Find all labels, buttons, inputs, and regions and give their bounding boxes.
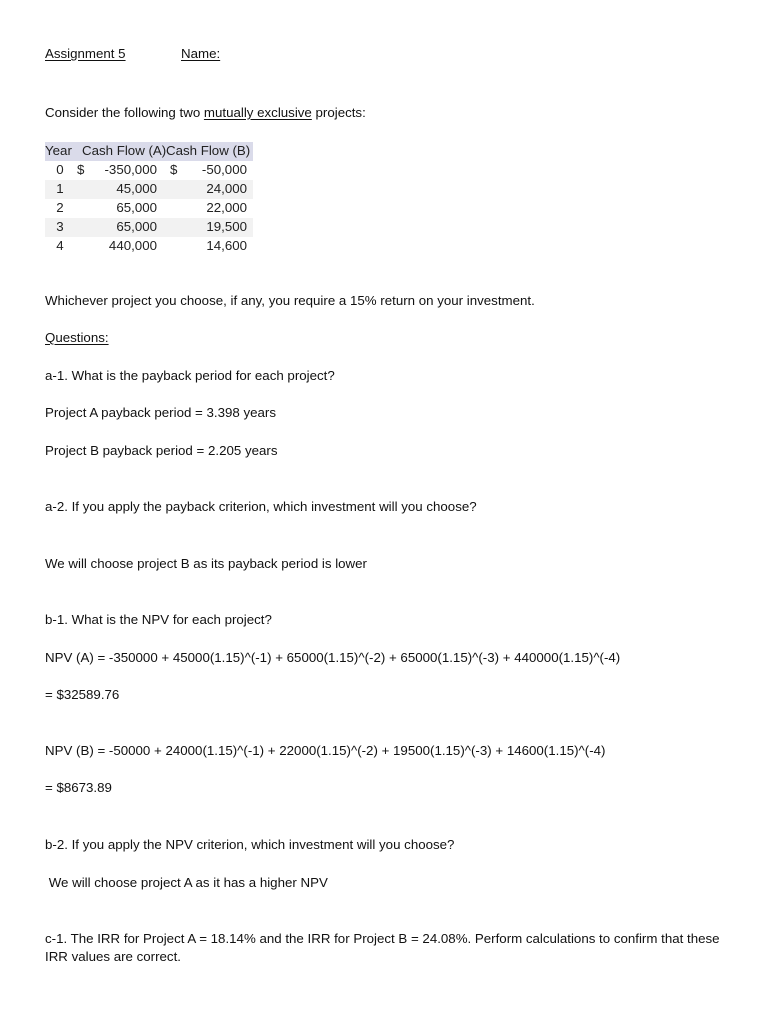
year-cell: 2 (56, 200, 64, 215)
question-a2: a-2. If you apply the payback criterion, which investment will you choose? (45, 499, 477, 514)
cash-flow-a-cell: 440,000 (108, 238, 157, 253)
answer-a1-project-b: Project B payback period = 2.205 years (45, 443, 278, 458)
assignment-title: Assignment 5 (45, 46, 126, 61)
question-b2: b-2. If you apply the NPV criterion, which investment will you choose? (45, 837, 455, 852)
header-cash-flow-a: Cash Flow (A) (82, 143, 167, 158)
table-row (45, 161, 253, 180)
cash-flow-a-cell: 65,000 (116, 219, 157, 234)
npv-a-formula: NPV (A) = -350000 + 45000(1.15)^(-1) + 65000(1.15)^(-2) + 65000(1.15)^(-3) + 440000(1.15)^(-4) (45, 650, 621, 665)
questions-heading: Questions: (45, 330, 109, 345)
intro-prefix: Consider the following two (45, 105, 204, 120)
table-row (45, 218, 253, 237)
cash-flow-table (45, 142, 253, 256)
npv-b-formula: NPV (B) = -50000 + 24000(1.15)^(-1) + 22000(1.15)^(-2) + 19500(1.15)^(-3) + 14600(1.15)^(-4) (45, 743, 606, 758)
requirement-text: Whichever project you choose, if any, you require a 15% return on your investment. (45, 293, 535, 308)
cash-flow-b-cell: 19,500 (206, 219, 247, 234)
year-cell: 4 (56, 238, 64, 253)
answer-a2: We will choose project B as its payback period is lower (45, 556, 367, 571)
cash-flow-b-cell: 24,000 (206, 181, 247, 196)
cash-flow-b-cell: -50,000 (201, 162, 247, 177)
cash-flow-a-cell: -350,000 (104, 162, 157, 177)
year-cell: 3 (56, 219, 64, 234)
question-c1: c-1. The IRR for Project A = 18.14% and the IRR for Project B = 24.08%. Perform calculations to confirm that these IRR values are correct. (45, 931, 720, 964)
intro-underlined: mutually exclusive (203, 105, 312, 120)
question-a1: a-1. What is the payback period for each project? (45, 368, 335, 383)
table-row (45, 180, 253, 199)
cash-flow-a-cell: 45,000 (116, 181, 157, 196)
header-year: Year (45, 143, 72, 158)
year-cell: 1 (56, 181, 64, 196)
name-label: Name: (181, 46, 221, 61)
npv-b-result: = $8673.89 (45, 780, 112, 795)
cash-flow-a-cell: 65,000 (116, 200, 157, 215)
header-cash-flow-b: Cash Flow (B) (166, 143, 251, 158)
year-cell: 0 (56, 162, 64, 177)
dollar-sign-b: $ (170, 162, 178, 177)
intro-paragraph (45, 105, 366, 121)
cash-flow-b-cell: 14,600 (206, 238, 247, 253)
table-row (45, 199, 253, 218)
question-b1: b-1. What is the NPV for each project? (45, 612, 272, 627)
table-header-row (45, 142, 253, 161)
cash-flow-b-cell: 22,000 (206, 200, 247, 215)
npv-a-result: = $32589.76 (45, 687, 120, 702)
answer-a1-project-a: Project A payback period = 3.398 years (45, 405, 276, 420)
answer-b2: We will choose project A as it has a higher NPV (45, 875, 328, 890)
table-row (45, 237, 253, 256)
dollar-sign-a: $ (77, 162, 85, 177)
intro-suffix: projects: (311, 105, 366, 120)
